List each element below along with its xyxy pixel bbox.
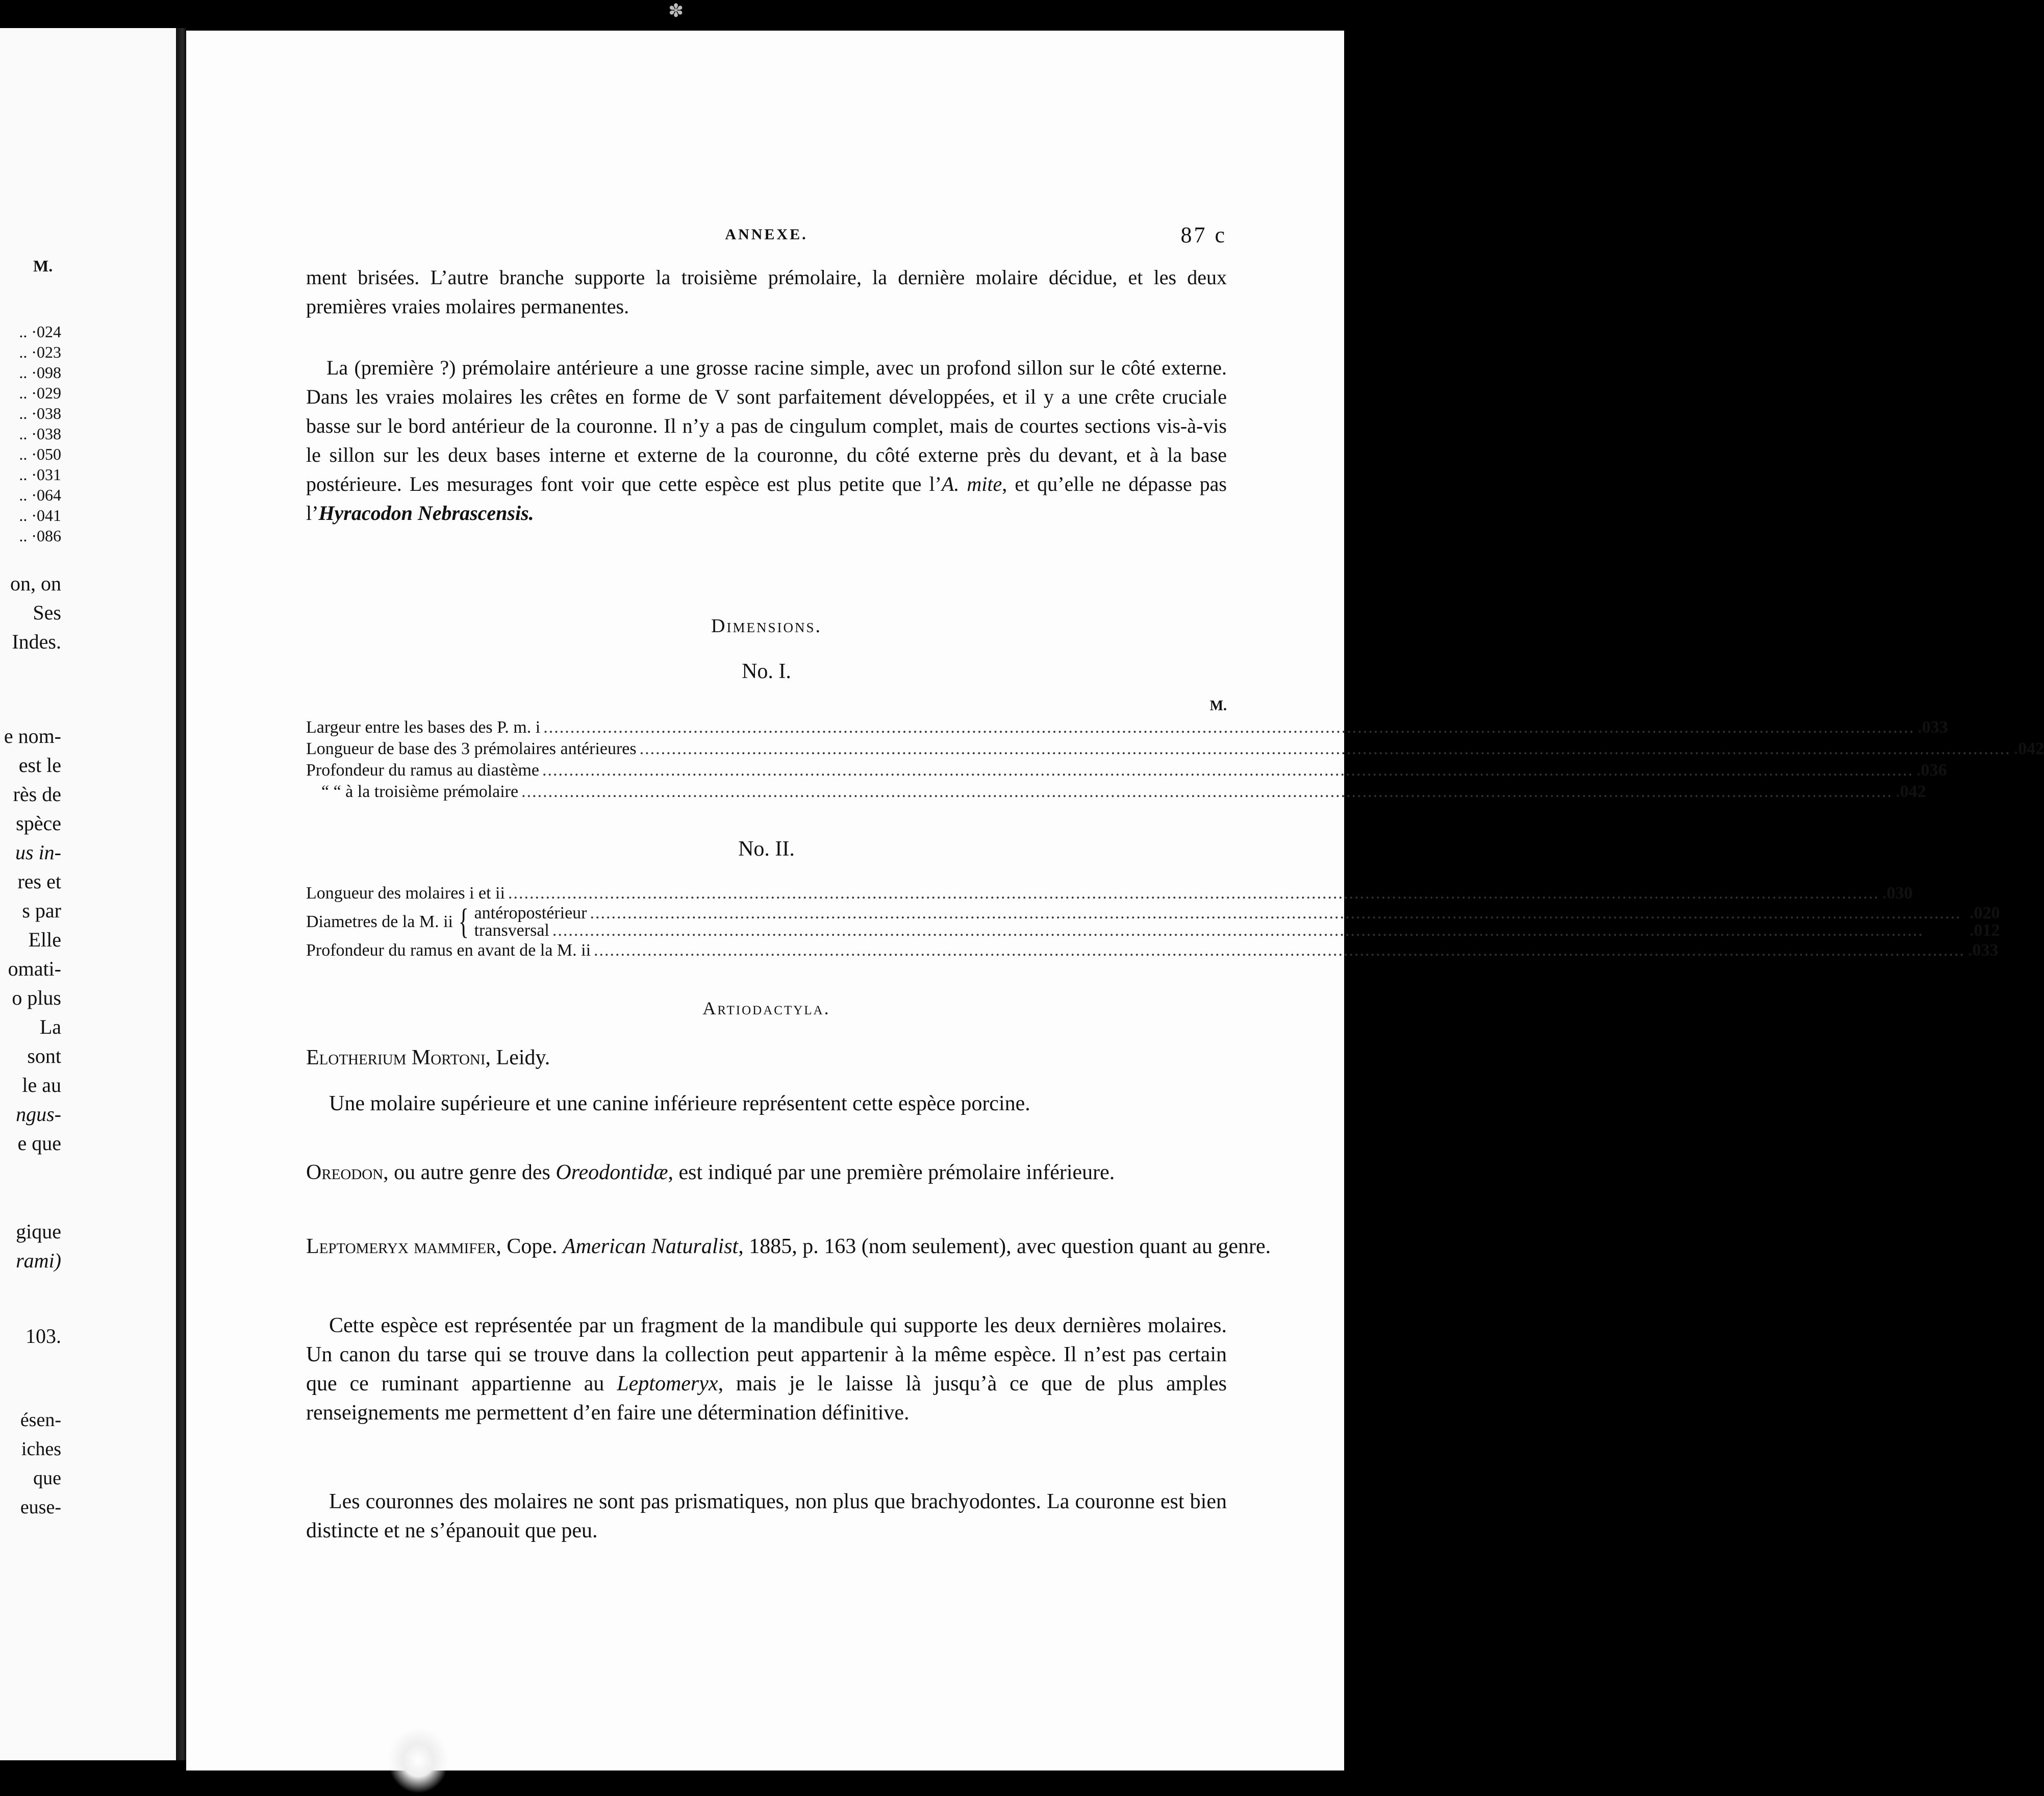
leader-dots	[590, 905, 1961, 922]
facing-value: .. ·041	[19, 506, 61, 525]
leader-dots	[543, 717, 1914, 738]
leader-dots	[542, 760, 1913, 781]
paragraph: Cette espèce est représentée par un fragment de la mandibule qui supporte les deux dernières molaires. Un canon du tarse qui se trouve dans la collection peut appartenir à la même espèce. Il n’est pas certain que ce ruminant appartienne au Leptomeryx, mais je le laisse là jusqu’à ce que de plus amples renseignements me permettent d’en faire une détermination définitive.	[306, 1314, 1227, 1425]
row-label: “ “ à la troisième prémolaire	[321, 782, 519, 801]
measurements-table-1	[306, 717, 2044, 803]
table-row	[306, 781, 1926, 803]
table-subrow	[474, 922, 2000, 939]
paragraph: La (première ?) prémolaire antérieure a une grosse racine simple, avec un profond sillon sur le côté externe. Dans les vraies molaires les crêtes en forme de V sont parfaitement développées, et il y a une crête cruciale basse sur le bord antérieur de la couronne. Il n’y a pas de cingulum complet, mais de courtes sections vis-à-vis le sillon sur les deux bases interne et externe de la couronne, du côté externe près du devant, et à la base postérieure. Les mesurages font voir que cette espèce est plus petite que l’A. mite, et qu’elle ne dépasse pas l’Hyracodon Nebrascensis.	[306, 356, 1227, 525]
facing-line: ésen-	[20, 1409, 61, 1431]
row-label: transversal	[474, 921, 549, 940]
facing-line: ngus-	[16, 1103, 61, 1126]
leader-dots	[521, 781, 1892, 803]
facing-value: .. ·050	[19, 445, 61, 463]
table-title-no1: No. I.	[742, 660, 791, 683]
row-value: .042	[2013, 739, 2044, 758]
leader-dots	[552, 922, 1961, 939]
row-label: Largeur entre les bases des P. m. i	[306, 718, 541, 737]
facing-line: e que	[17, 1132, 61, 1155]
table-row	[306, 717, 1948, 738]
facing-value: .. ·038	[19, 425, 61, 443]
facing-text-a	[0, 569, 61, 1158]
facing-line: euse-	[20, 1496, 61, 1518]
facing-line: le au	[22, 1074, 61, 1096]
facing-line: o plus	[12, 986, 61, 1009]
table-row	[306, 940, 1999, 961]
species-description: Une molaire supérieure et une canine inférieure représentent cette espèce porcine.	[329, 1092, 1030, 1115]
scan-mark-icon: ✽	[668, 1, 684, 21]
table-row	[306, 738, 2044, 760]
facing-text-c	[0, 1217, 61, 1275]
facing-value: .. ·086	[19, 527, 61, 545]
sub-rows	[474, 905, 2000, 939]
row-value: .033	[1968, 941, 1999, 960]
row-label: Longueur des molaires i et ii	[306, 884, 505, 903]
facing-line: s par	[22, 899, 61, 922]
species-entry: Elotherium Mortoni, Leidy.	[306, 1046, 550, 1069]
facing-text-d	[0, 1321, 61, 1351]
facing-line: Ses	[33, 601, 61, 624]
row-label: Longueur de base des 3 prémolaires antérieures	[306, 739, 637, 758]
section-title-artiodactyla: Artiodactyla.	[702, 998, 830, 1018]
unit-column-head: M.	[1209, 698, 1227, 714]
facing-value: .. ·024	[19, 322, 61, 341]
facing-page	[0, 28, 176, 1760]
paragraph: Les couronnes des molaires ne sont pas prismatiques, non plus que brachyodontes. La couronne est bien distincte et ne s’épanouit que peu.	[306, 1490, 1227, 1542]
facing-line: que	[33, 1467, 61, 1489]
facing-line: omati-	[8, 957, 61, 980]
measurements-table-2	[306, 883, 2000, 961]
facing-line: on, on	[10, 572, 61, 595]
facing-line: e nom-	[4, 725, 61, 747]
facing-value: .. ·064	[19, 486, 61, 504]
facing-line: res et	[17, 870, 61, 893]
facing-line: Elle	[28, 928, 61, 951]
row-value: .030	[1882, 884, 1913, 903]
brace: {	[458, 902, 469, 941]
row-value: .042	[1896, 782, 1926, 801]
table-row-grouped	[306, 902, 2000, 941]
facing-line: La	[39, 1015, 61, 1038]
species-name: Leptomeryx mammifer	[306, 1235, 496, 1258]
species-entry: Leptomeryx mammifer, Cope. American Naturalist, 1885, p. 163 (nom seulement), avec question quant au genre.	[306, 1235, 1271, 1258]
facing-value: .. ·031	[19, 465, 61, 484]
facing-line: rami)	[16, 1249, 61, 1272]
leader-dots	[640, 738, 2011, 760]
row-label: antéropostérieur	[474, 904, 587, 922]
facing-text-e	[0, 1406, 61, 1522]
row-label: Profondeur du ramus au diastème	[306, 761, 539, 780]
facing-line: Indes.	[12, 630, 61, 653]
paragraph: ment brisées. L’autre branche supporte la troisième prémolaire, la dernière molaire décidue, et les deux premières vraies molaires permanentes.	[306, 266, 1227, 318]
facing-line: spèce	[16, 812, 61, 835]
row-value: .012	[1970, 921, 2000, 940]
row-label: Diametres de la M. ii	[306, 912, 453, 931]
facing-line: iches	[21, 1438, 61, 1460]
facing-line: us in-	[15, 841, 61, 864]
species-entry: Oreodon, ou autre genre des Oreodontidæ, est indiqué par une première prémolaire inférieure.	[306, 1161, 1115, 1184]
leader-dots	[594, 940, 1965, 961]
facing-column-head: M.	[33, 257, 53, 275]
row-value: .036	[1916, 761, 1947, 780]
page-number: 87 c	[1180, 222, 1227, 247]
table-row	[306, 760, 1947, 781]
facing-value: .. ·029	[19, 384, 61, 402]
facing-line: est le	[18, 754, 61, 777]
row-value: .020	[1970, 904, 2000, 922]
scan-glare	[388, 1727, 449, 1793]
facing-value: .. ·023	[19, 343, 61, 361]
table-subrow	[474, 905, 2000, 922]
facing-line: sont	[27, 1044, 61, 1067]
table-title-no2: No. II.	[738, 837, 795, 861]
section-title-dimensions: Dimensions.	[711, 615, 822, 637]
row-label: Profondeur du ramus en avant de la M. ii	[306, 941, 591, 960]
species-name: Elotherium Mortoni	[306, 1046, 486, 1069]
facing-line: 103.	[26, 1325, 61, 1348]
running-title: ANNEXE.	[725, 226, 808, 243]
book-spine	[176, 28, 187, 1760]
genus-name: Oreodon	[306, 1161, 384, 1184]
running-header	[306, 222, 1227, 253]
row-value: .033	[1917, 718, 1948, 737]
facing-line: gique	[16, 1220, 61, 1243]
facing-gap	[0, 656, 61, 721]
facing-values	[0, 321, 61, 546]
main-page	[186, 31, 2044, 1770]
facing-value: .. ·038	[19, 404, 61, 422]
facing-value: .. ·098	[19, 363, 61, 382]
facing-line: rès de	[13, 783, 61, 806]
leader-dots	[508, 883, 1879, 904]
table-row	[306, 883, 1913, 904]
